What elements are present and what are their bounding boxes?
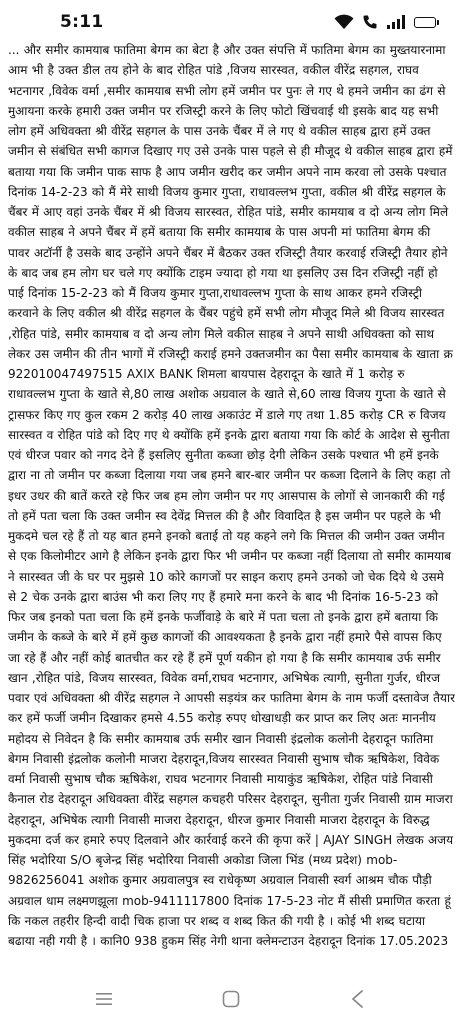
battery-icon xyxy=(414,17,439,28)
status-bar xyxy=(0,0,461,44)
status-icons xyxy=(334,14,439,30)
post-text: ... और समीर कामयाब फातिमा बेगम का बेटा है और उक्त संपत्ति में फातिमा बेगम का मुख्तयारनामा आम भी है उक्त डील तय होने के बाद रोहित पांडे ,विजय सारस्वत, वकील वीरेंद्र सहगल, राघव भटनागर ,विवेक वर्मा ,समीर कामयाब सभी लोग हमें जमीन पर पुनः ले गए थे हमने जमीन का ढंग से मुआयना करके हमारी उक्त जमीन पर रजिस्ट्री करने के लिए फोटो खिंचवाई थी इसके बाद यह सभी लोग हमें अधिवक्ता श्री वीरेंद्र सहगल के पास उनके चैंबर में ले गए थे वकील साहब द्वारा हमें उक्त जमीन से संबंधित सभी कागज दिखाए गए उसे उनके पास पहले से ही मौजूद थे वकील साहब द्वारा हमें बताया गया कि जमीन पाक साफ है आप जमीन खरीद कर जमीन अपने नाम करवा लो उसके पश्चात दिनांक 14-2-23 को मैं मेरे साथी विजय कुमार गुप्ता, राधावल्लभ गुप्ता, वकील श्री वीरेंद्र सहगल के चैंबर में आए वहां उनके चैंबर में श्री विजय सारस्वत, रोहित पांडे, समीर कामयाब व दो अन्य लोग मिले वकील साहब ने अपने चैंबर में हमें बताया कि समीर कामयाब के पास अपनी मां फातिमा बेगम की पावर अटॉर्नी है उसके बाद उन्होंने अपने चैंबर में बैठकर उक्त रजिस्ट्री तैयार करवाई रजिस्ट्री तैयार होने के बाद जब हम लोग घर चले गए क्योंकि टाइम ज्यादा हो गया था इसलिए उस दिन रजिस्ट्री नहीं हो पाई दिनांक 15-2-23 को मैं विजय कुमार गुप्ता,राधावल्लभ गुप्ता के साथ आकर हमने रजिस्ट्री करवाने के लिए वकील श्री वीरेंद्र सहगल के चैंबर पहुंचे हमें सभी लोग मौजूद मिले श्री विजय सारस्वत ,रोहित पांडे, समीर कामयाब व दो अन्य लोग मिले वकील साहब ने अपने साथी अधिवक्ता को साथ लेकर उस जमीन की तीन भागों में रजिस्ट्री कराई हमने उक्तजमीन का पैसा समीर कामयाब के खाता क्र 922010047497515 AXIX BANK शिमला बायपास देहरादून के खाते में 1 करोड़ रु राधावल्लभ गुप्ता के खाते से,80 लाख अशोक अग्रवाल के खाते से,60 लाख विजय गुप्ता के खाते से ट्रासफर किए गए कुल रकम 2 करोड़ 40 लाख अकाउंट में डाले गए तथा 1.85 करोड़ CR रु विजय सारस्वत व रोहित पांडे को दिए गए थे क्योंकि हमें इनके द्वारा बताया गया कि कोर्ट के आदेश से सुनीता एवं धीरज पवार को नगद देने हैं इसलिए सुनीता कब्जा छोड़ देगी लेकिन उसके पश्चात भी हमें इनके द्वारा ना तो जमीन पर कब्जा दिलाया गया जब हमने बार-बार जमीन पर कब्जा दिलाने के लिए कहा तो इधर उधर की बातें करते रहे फिर जब हम लोग जमीन पर गए आसपास के लोगों से जानकारी की गई तो हमें पता चला कि उक्त जमीन स्व देवेंद्र मित्तल की है और विवादित है इस जमीन पर पहले के भी मुकदमे चल रहे हैं तो यह बात हमने इनको बताई तो यह कहने लगे कि मित्तल की जमीन उक्त जमीन से एक किलोमीटर आगे है लेकिन इनके द्वारा फिर भी जमीन पर कब्जा नहीं दिलाया तो समीर कामयाब ने सारस्वत जी के घर पर मुझसे 10 कोरे कागजों पर साइन कराए हमने उनको जो चेक दिये थे उसमे से 2 चेक उनके द्वारा बाउंस भी करा लिए गए हैं हमारे मना करने के बाद भी दिनांक 16-5-23 को फिर जब इनको पता चला कि हमें इनके फर्जीवाड़े के बारे में पता चला तो इनके द्वारा हमें बताया कि जमीन के कब्जे के बारे में हमें कुछ कागजों की आवश्यकता है इनके द्वारा नहीं हमारे पैसे वापस किए जा रहे हैं और नहीं कोई बातचीत कर रहे हैं हमें पूर्ण यकीन हो गया है कि समीर कामयाब उर्फ समीर खान ,रोहित पांडे, विजय सारस्वत, विवेक वर्मा,राघव भटनागर, अभिषेक त्यागी, सुनीता गुर्जर, धीरज पवार एवं अधिवक्ता श्री वीरेंद्र सहगल ने आपसी सड़यंत्र कर फातिमा बेगम के नाम फर्जी दस्तावेज तैयार कर हमें फर्जी जमीन दिखाकर हमसे 4.55 करोड़ रुपए धोखाधड़ी कर प्राप्त कर लिए अतः माननीय महोदय से निवेदन है कि समीर कामयाब उर्फ समीर खान निवासी इंद्रलोक कलोनी देहरादून फातिमा बेगम निवासी इंद्रलोक कलोनी माजरा देहरादून,विजय सारस्वत निवासी सुभाष चौक ऋषिकेश, विवेक वर्मा निवासी सुभाष चौक ऋषिकेश, राघव भटनागर निवासी मायाकुंड ऋषिकेश, रोहित पांडे निवासी कैनाल रोड देहरादून अधिवक्ता वीरेंद्र सहगल कचहरी परिसर देहरादून, सुनीता गुर्जर निवासी ग्राम माजरा देहरादून, अभिषेक त्यागी निवासी माजरा देहरादून, धीरज कुमार निवासी माजरा देहरादून के विरुद्ध मुकदमा दर्ज कर हमारे रुपए दिलवाने और कार्रवाई करने की कृपा करें | AJAY SINGH लेखक अजय सिंह भदोरिया S/O बृजेन्द्र सिंह भदोरिया निवासी अकोडा जिला भिंड (मध्य प्रदेश) mob-9826256041 अशोक कुमार अग्रवालपुत्र स्व राधेकृष्ण अग्रवाल निवासी स्वर्ग आश्रम चौक पौड़ी अग्रवाल धाम लक्ष्मणझूला mob-9411117800 दिनांक 17-5-23 नोट मैं सीसी प्रमाणित करता हूं कि नकल तहरीर हिन्दी वादी चिक हाजा पर शब्द व शब्द कित की गयी है । कोई भी शब्द घटाया बढाया नही गयी है । कानि0 938 हुकम सिंह नेगी थाना क्लेमन्टाउन देहरादून दिनांक 17.05.2023 xyxy=(8,43,455,948)
home-button[interactable] xyxy=(216,984,246,1014)
call-icon xyxy=(362,14,378,30)
back-button[interactable] xyxy=(343,984,373,1014)
home-icon xyxy=(221,989,241,1009)
signal-icon xyxy=(386,14,406,30)
menu-icon xyxy=(95,991,113,1007)
back-icon xyxy=(349,989,367,1009)
post-content[interactable] xyxy=(8,40,455,975)
wifi-icon xyxy=(334,14,354,30)
recent-apps-button[interactable] xyxy=(89,984,119,1014)
status-time: 5:11 xyxy=(60,12,104,32)
navigation-bar xyxy=(0,974,461,1024)
